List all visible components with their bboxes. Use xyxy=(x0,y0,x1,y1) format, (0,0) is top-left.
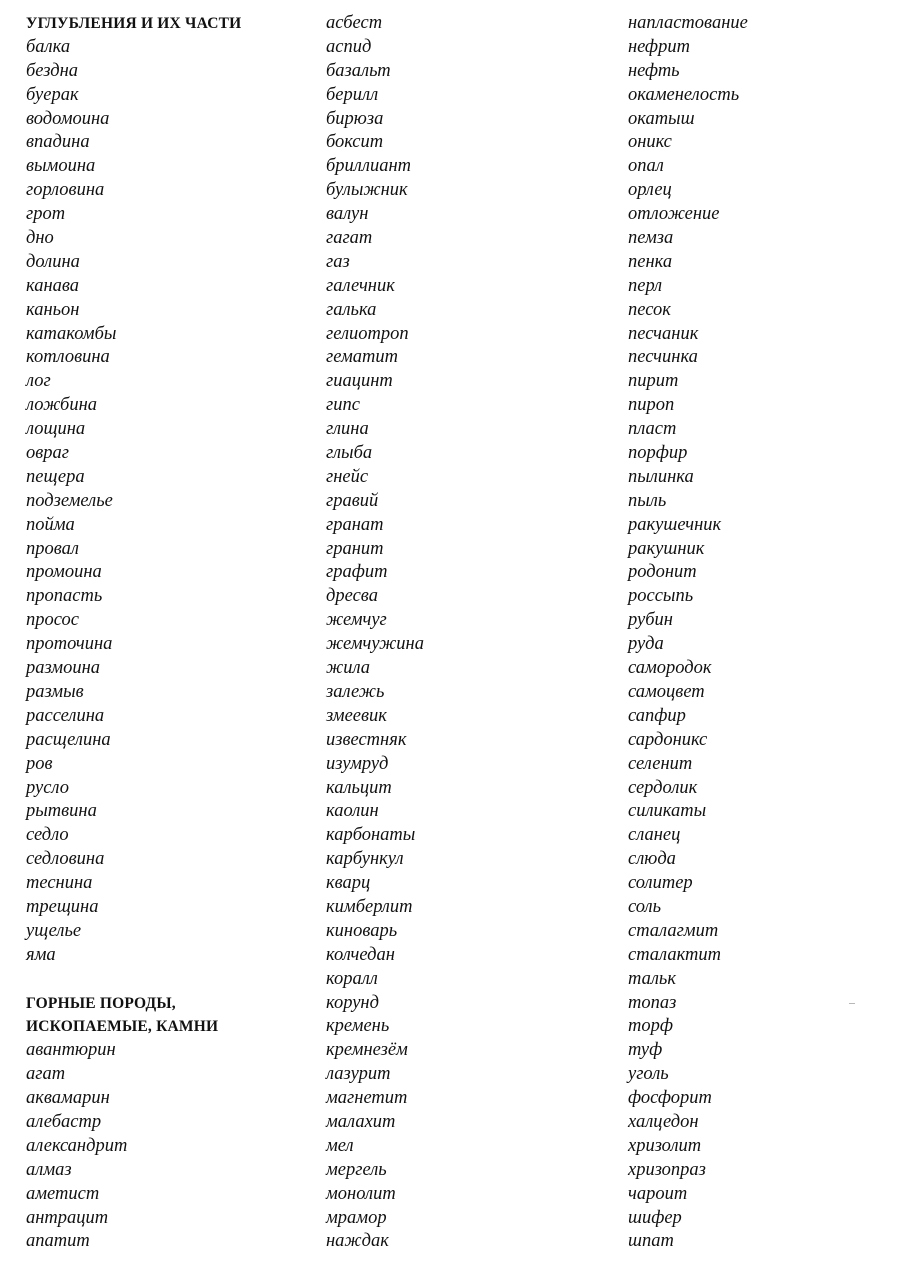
word-entry: апатит xyxy=(26,1231,90,1252)
word-entry: топаз xyxy=(628,992,677,1013)
word-entry: кварц xyxy=(326,873,371,894)
word-entry: базальт xyxy=(326,60,391,81)
word-entry: асбест xyxy=(326,13,383,33)
word-entry: мрамор xyxy=(326,1207,387,1228)
word-entry: гнейс xyxy=(326,466,369,487)
word-entry: гипс xyxy=(326,395,360,416)
word-entry: алмаз xyxy=(26,1159,72,1180)
word-entry: галечник xyxy=(326,275,395,296)
word-entry: орлец xyxy=(628,180,672,201)
word-entry: седловина xyxy=(26,849,105,870)
word-entry: гравий xyxy=(326,490,379,511)
word-entry: авантюрин xyxy=(26,1040,116,1061)
word-entry: родонит xyxy=(628,562,697,583)
word-entry: горловина xyxy=(26,180,105,201)
word-entry: пылинка xyxy=(628,466,694,487)
rocks-word-list-part1 xyxy=(26,1039,241,1254)
word-entry: руда xyxy=(628,634,664,655)
word-entry: коралл xyxy=(326,968,378,989)
word-entry: опал xyxy=(628,156,664,177)
section-spacer xyxy=(26,968,241,992)
section-heading-rocks-line2: ИСКОПАЕМЫЕ, КАМНИ xyxy=(26,1018,219,1036)
word-entry: канава xyxy=(26,275,80,296)
column-3 xyxy=(628,12,748,1254)
word-entry: жила xyxy=(326,658,371,679)
word-entry: кальцит xyxy=(326,777,392,798)
word-entry: расщелина xyxy=(26,729,111,750)
word-entry: алебастр xyxy=(26,1111,102,1132)
word-entry: валун xyxy=(326,204,369,225)
word-entry: селенит xyxy=(628,753,693,774)
scan-speck xyxy=(849,1003,855,1004)
word-entry: песок xyxy=(628,299,671,320)
word-entry: змеевик xyxy=(326,705,387,726)
word-entry: графит xyxy=(326,562,388,583)
word-entry: мел xyxy=(326,1135,354,1156)
word-entry: залежь xyxy=(326,681,385,702)
word-entry: пещера xyxy=(26,466,85,487)
word-entry: карбункул xyxy=(326,849,404,870)
word-entry: промоина xyxy=(26,562,102,583)
word-entry: тальк xyxy=(628,968,676,989)
word-entry: бриллиант xyxy=(326,156,411,177)
rocks-word-list-part2 xyxy=(326,12,424,1254)
word-entry: сталактит xyxy=(628,944,721,965)
word-entry: лазурит xyxy=(326,1064,391,1085)
word-entry: пыль xyxy=(628,490,667,511)
word-entry: монолит xyxy=(326,1183,396,1204)
word-entry: киноварь xyxy=(326,920,398,941)
word-entry: дно xyxy=(26,228,54,249)
word-entry: лощина xyxy=(26,419,86,440)
word-entry: корунд xyxy=(326,992,379,1013)
section-heading-depressions: УГЛУБЛЕНИЯ И ИХ ЧАСТИ xyxy=(26,15,242,32)
word-entry: аспид xyxy=(326,36,372,57)
word-entry: пойма xyxy=(26,514,75,535)
section-heading-rocks-line1: ГОРНЫЕ ПОРОДЫ, xyxy=(26,994,176,1012)
word-entry: рытвина xyxy=(26,801,97,822)
column-2 xyxy=(326,12,424,1254)
word-entry: пенка xyxy=(628,251,673,272)
word-entry: чароит xyxy=(628,1183,688,1204)
word-entry: проточина xyxy=(26,634,113,655)
word-entry: карбонаты xyxy=(326,825,416,846)
word-entry: окаменелость xyxy=(628,84,740,105)
word-entry: нефрит xyxy=(628,36,690,57)
word-entry: силикаты xyxy=(628,801,707,822)
rocks-word-list-part3 xyxy=(628,12,748,1254)
word-entry: трещина xyxy=(26,896,99,917)
word-entry: песчинка xyxy=(628,347,698,368)
word-entry: провал xyxy=(26,538,79,559)
word-entry: сардоникс xyxy=(628,729,708,750)
word-entry: долина xyxy=(26,251,80,272)
word-entry: перл xyxy=(628,275,663,296)
word-entry: кремнезём xyxy=(326,1040,408,1061)
word-entry: водомоина xyxy=(26,108,110,129)
word-entry: котловина xyxy=(26,347,110,368)
word-entry: пирит xyxy=(628,371,679,392)
word-entry: окатыш xyxy=(628,108,695,129)
word-entry: гранат xyxy=(326,514,384,535)
word-entry: гелиотроп xyxy=(326,323,409,344)
word-entry: седло xyxy=(26,825,69,846)
word-entry: фосфорит xyxy=(628,1088,712,1109)
word-entry: россыпь xyxy=(628,586,694,607)
word-entry: бирюза xyxy=(326,108,384,129)
word-entry: самоцвет xyxy=(628,681,705,702)
word-entry: малахит xyxy=(326,1111,396,1132)
word-entry: газ xyxy=(326,251,350,272)
word-entry: аметист xyxy=(26,1183,100,1204)
word-entry: солитер xyxy=(628,873,693,894)
word-entry: берилл xyxy=(326,84,379,105)
depressions-word-list xyxy=(26,36,241,968)
word-entry: подземелье xyxy=(26,490,113,511)
word-entry: шифер xyxy=(628,1207,682,1228)
word-entry: рубин xyxy=(628,610,673,631)
word-entry: глина xyxy=(326,419,369,440)
word-entry: хризолит xyxy=(628,1135,702,1156)
word-entry: каньон xyxy=(26,299,80,320)
word-entry: каолин xyxy=(326,801,379,822)
word-entry: яма xyxy=(26,944,56,965)
word-entry: катакомбы xyxy=(26,323,117,344)
word-entry: пемза xyxy=(628,228,674,249)
word-entry: кимберлит xyxy=(326,896,413,917)
word-entry: пироп xyxy=(628,395,675,416)
word-entry: лог xyxy=(26,371,51,392)
word-entry: александрит xyxy=(26,1135,128,1156)
word-entry: впадина xyxy=(26,132,90,153)
word-entry: сталагмит xyxy=(628,920,719,941)
word-entry: бездна xyxy=(26,60,79,81)
word-entry: антрацит xyxy=(26,1207,109,1228)
column-1 xyxy=(26,12,241,1254)
word-entry: соль xyxy=(628,896,662,917)
word-entry: балка xyxy=(26,36,71,57)
word-entry: ракушечник xyxy=(628,514,722,535)
word-entry: сланец xyxy=(628,825,681,846)
word-entry: гематит xyxy=(326,347,398,368)
word-entry: гагат xyxy=(326,228,373,249)
word-entry: агат xyxy=(26,1064,66,1085)
word-entry: самородок xyxy=(628,658,712,679)
word-entry: булыжник xyxy=(326,180,408,201)
word-entry: дресва xyxy=(326,586,378,607)
word-entry: расселина xyxy=(26,705,105,726)
word-entry: просос xyxy=(26,610,79,631)
word-entry: аквамарин xyxy=(26,1088,110,1109)
word-entry: слюда xyxy=(628,849,676,870)
word-entry: песчаник xyxy=(628,323,699,344)
word-entry: ров xyxy=(26,753,53,774)
word-entry: хризопраз xyxy=(628,1159,706,1180)
word-entry: туф xyxy=(628,1040,663,1061)
word-entry: колчедан xyxy=(326,944,395,965)
word-entry: овраг xyxy=(26,443,69,464)
word-entry: известняк xyxy=(326,729,407,750)
word-entry: глыба xyxy=(326,443,373,464)
word-entry: пласт xyxy=(628,419,677,440)
word-entry: наждак xyxy=(326,1231,389,1252)
word-entry: ложбина xyxy=(26,395,98,416)
word-entry: боксит xyxy=(326,132,384,153)
word-entry: русло xyxy=(26,777,69,798)
word-entry: халцедон xyxy=(628,1111,699,1132)
word-entry: сапфир xyxy=(628,705,686,726)
word-entry: пропасть xyxy=(26,586,103,607)
word-entry: напластование xyxy=(628,13,748,33)
word-entry: изумруд xyxy=(326,753,389,774)
word-entry: нефть xyxy=(628,60,680,81)
word-entry: мергель xyxy=(326,1159,387,1180)
word-entry: торф xyxy=(628,1016,673,1037)
word-entry: уголь xyxy=(628,1064,669,1085)
word-entry: грот xyxy=(26,204,66,225)
word-entry: магнетит xyxy=(326,1088,408,1109)
word-entry: оникс xyxy=(628,132,672,153)
word-entry: галька xyxy=(326,299,377,320)
word-entry: буерак xyxy=(26,84,79,105)
word-entry: отложение xyxy=(628,204,720,225)
word-entry: ракушник xyxy=(628,538,705,559)
word-entry: кремень xyxy=(326,1016,390,1037)
word-entry: шпат xyxy=(628,1231,674,1252)
word-entry: ущелье xyxy=(26,920,82,941)
word-entry: вымоина xyxy=(26,156,96,177)
word-entry: гранит xyxy=(326,538,384,559)
word-entry: размоина xyxy=(26,658,100,679)
word-entry: теснина xyxy=(26,873,93,894)
word-entry: гиацинт xyxy=(326,371,393,392)
word-entry: сердолик xyxy=(628,777,698,798)
word-entry: размыв xyxy=(26,681,84,702)
word-entry: жемчуг xyxy=(326,610,387,631)
word-entry: жемчужина xyxy=(326,634,424,655)
word-entry: порфир xyxy=(628,443,688,464)
